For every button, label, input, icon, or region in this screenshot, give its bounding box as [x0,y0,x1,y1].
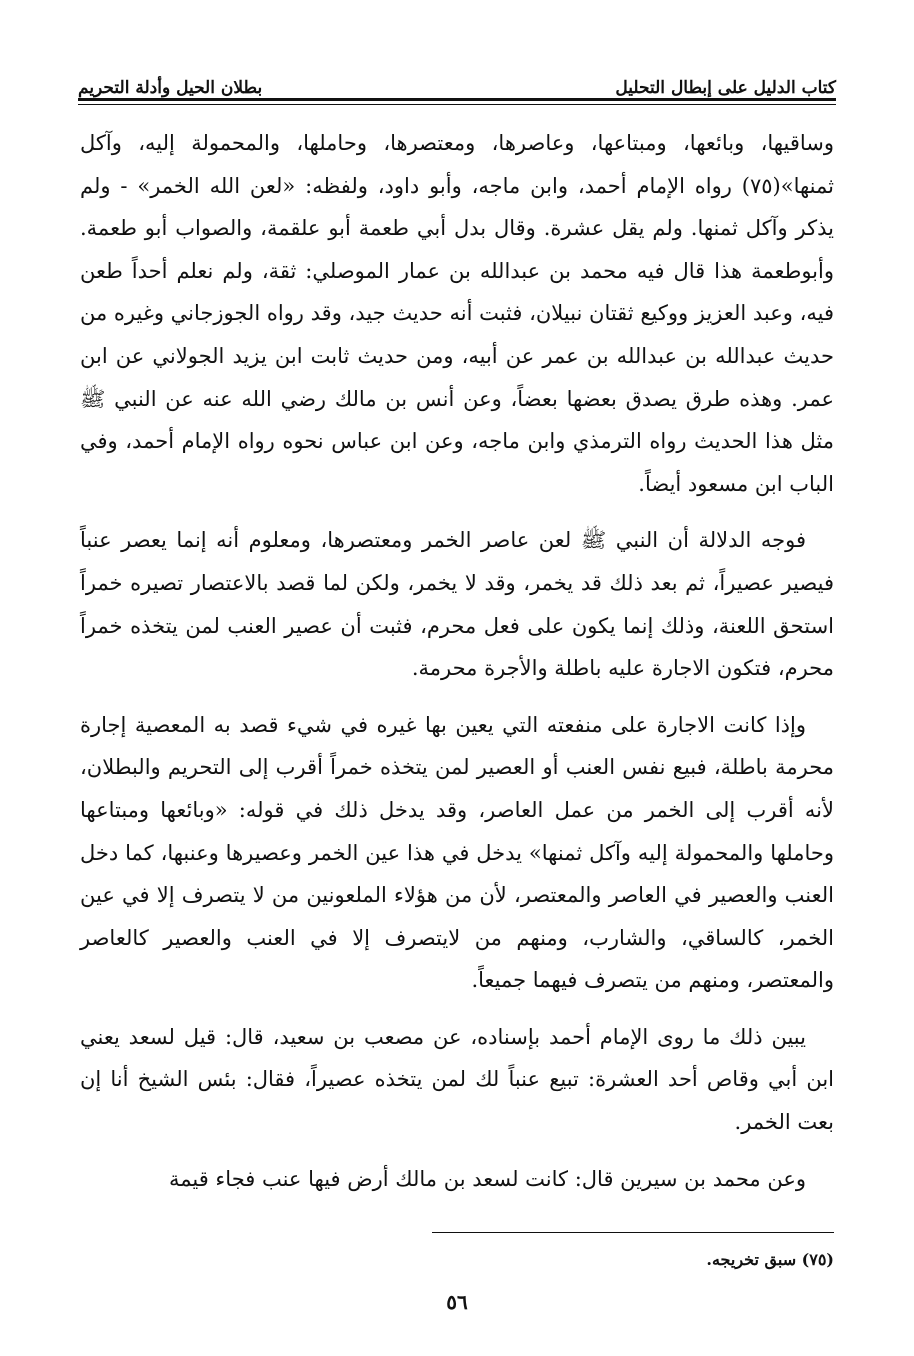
header-book-title: بطلان الحيل وأدلة التحريم [78,78,263,98]
body-text [80,122,834,1214]
footnote-rule [432,1232,834,1233]
header-rule-thick [78,98,836,101]
paragraph-4: يبين ذلك ما روى الإمام أحمد بإسناده، عن مصعب بن سعيد، قال: قيل لسعد يعني ابن أبي وقاص أحد العشرة: تبيع عنباً لك لمن يتخذه عصيراً، فقال: بئس الشيخ أنا إن بعت الخمر. [80,1024,834,1135]
paragraph-2: فوجه الدلالة أن النبي ﷺ لعن عاصر الخمر ومعتصرها، ومعلوم أنه إنما يعصر عنباً فيصير عصيراً، ثم بعد ذلك قد يخمر، وقد لا يخمر، ولكن لما قصد بالاعتصار تصيره خمراً استحق اللعنة، وذلك إنما يكون على فعل محرم، فثبت أن عصير العنب لمن يتخذه خمراً محرم، فتكون الاجارة عليه باطلة والأجرة محرمة. [80,528,834,681]
header-chapter-title: كتاب الدليل على إبطال التحليل [615,78,836,98]
footnote: (٧٥) سبق تخريجه. [706,1250,834,1269]
page-number: ٥٦ [446,1290,468,1314]
header-rule-thin [78,104,836,105]
paragraph-3: وإذا كانت الاجارة على منفعته التي يعين بها غيره في شيء قصد به المعصية إجارة محرمة باطلة، فبيع نفس العنب أو العصير لمن يتخذه خمراً أقرب إلى التحريم والبطلان، لأنه أقرب إلى الخمر من عمل العاصر، وقد يدخل ذلك في قوله: «وبائعها ومبتاعها وحاملها والمحمولة إليه وآكل ثمنها» يدخل في هذا عين الخمر وعصيرها وعنبها، كما دخل العنب والعصير في العاصر والمعتصر، لأن من هؤلاء الملعونين من لا يتصرف إلا في عين الخمر، كالساقي، والشارب، ومنهم من لايتصرف إلا في العنب والعصير كالعاصر والمعتصر، ومنهم من يتصرف فيهما جميعاً. [80,712,834,993]
paragraph-1: وساقيها، وبائعها، ومبتاعها، وعاصرها، ومعتصرها، وحاملها، والمحمولة إليه، وآكل ثمنها»(٧٥) رواه الإمام أحمد، وابن ماجه، وأبو داود، ولفظه: «لعن الله الخمر» - ولم يذكر وآكل ثمنها. ولم يقل عشرة. وقال بدل أبي طعمة أبو علقمة، والصواب أبو طعمة. وأبوطعمة هذا قال فيه محمد بن عبدالله بن عمار الموصلي: ثقة، ولم نعلم أحداً طعن فيه، وعبد العزيز ووكيع ثقتان نبيلان، فثبت أنه حديث جيد، وقد رواه الجوزجاني وغيره من حديث عبدالله بن عبدالله بن عمر عن أبيه، ومن حديث ثابت ابن يزيد الجولاني عن ابن عمر. وهذه طرق يصدق بعضها بعضاً، وعن أنس بن مالك رضي الله عنه عن النبي ﷺ مثل هذا الحديث رواه الترمذي وابن ماجه، وعن ابن عباس نحوه رواه الإمام أحمد، وفي الباب ابن مسعود أيضاً. [80,131,834,496]
running-header [78,58,836,98]
paragraph-5: وعن محمد بن سيرين قال: كانت لسعد بن مالك أرض فيها عنب فجاء قيمة [168,1166,806,1191]
